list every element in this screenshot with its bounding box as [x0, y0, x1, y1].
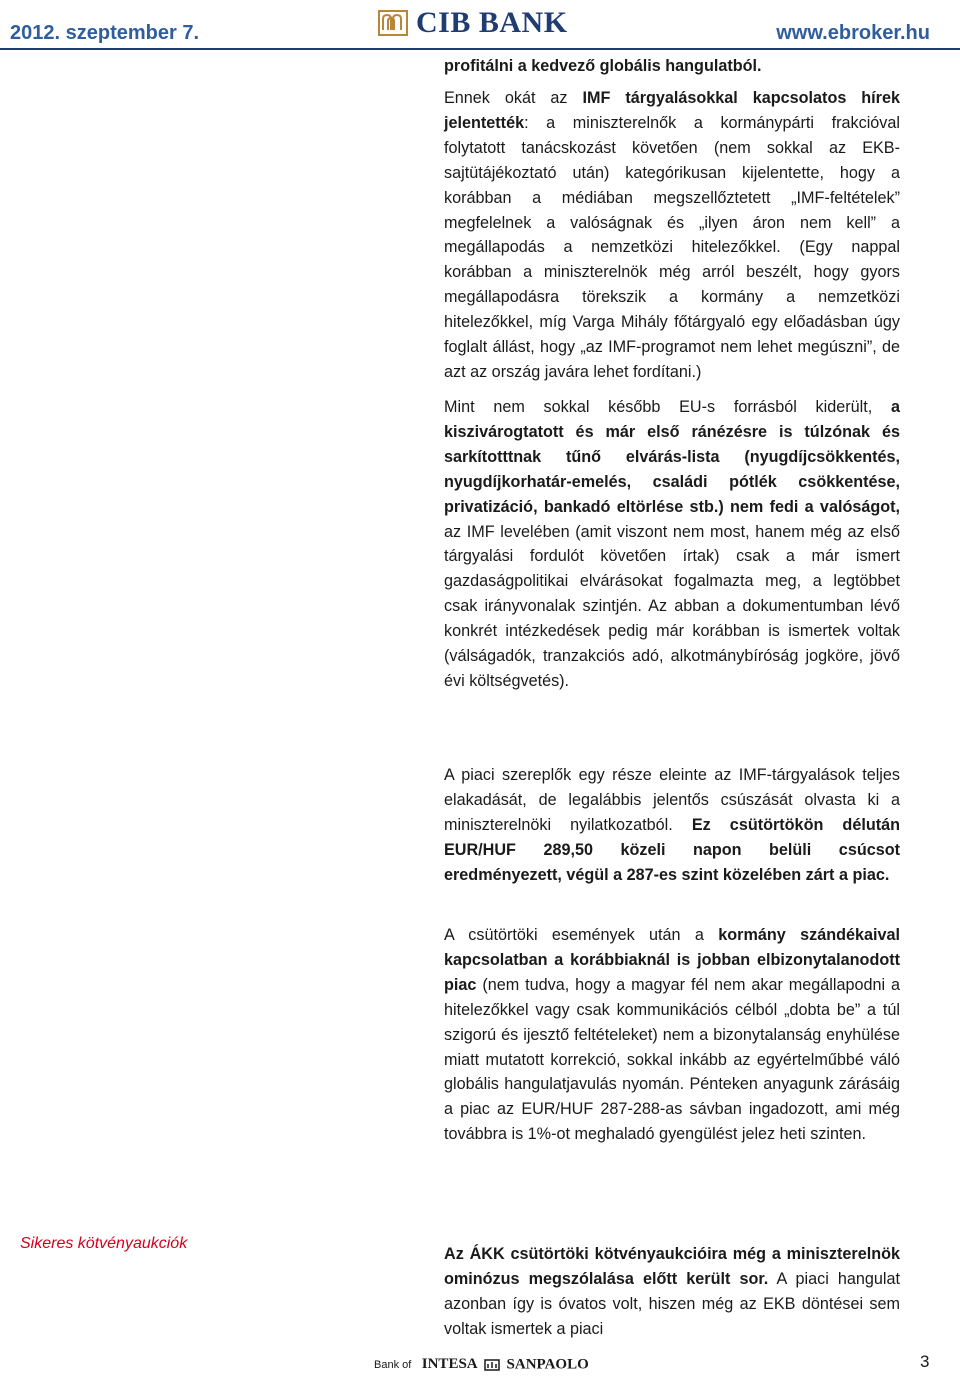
paragraph-eu-source: [444, 395, 900, 694]
section-title-bond-auctions: Sikeres kötvényaukciók: [20, 1235, 188, 1252]
paragraph-text: [444, 1242, 900, 1342]
paragraph-imf-news: [444, 86, 900, 385]
footer-brand-intesa: INTESA: [421, 1356, 478, 1373]
header-date: 2012. szeptember 7.: [10, 22, 199, 44]
bold-text-segment: a kiszivárogtatott és már első ránézésre is túlzónak és sarkítotttnak tűnő elvárás-lista (nyugdíjcsökkentés, nyugdíjkorhatár-emelés, családi pótlék csökkentése, privatizáció, bankadó eltörlése stb.) nem fedi a valóságot,: [444, 398, 900, 516]
footer-logo: [374, 1356, 589, 1374]
footer-brand-sanpaolo: SANPAOLO: [506, 1356, 589, 1373]
page-number: 3: [920, 1352, 930, 1371]
footer-bank-of: Bank of: [374, 1358, 412, 1371]
text-segment: Mint nem sokkal később EU-s forrásból kiderült,: [444, 398, 891, 416]
paragraph-text: [444, 763, 900, 888]
bold-text-segment: Az ÁKK csütörtöki kötvényaukcióira még a miniszterelnök ominózus megszólalása előtt került sor.: [444, 1245, 900, 1288]
text-segment: az IMF levelében (amit viszont nem most, hanem még az első tárgyalási fordulót követően írtak) csak a már ismert gazdaságpolitikai elvárásokat fogalmazta meg, a legtöbbet csak irányvonalak szintjén. Az abban a dokumentumban lévő konkrét intézkedések pedig már korábban is ismertek voltak (válságadók, tranzakciós adó, alkotmánybíróság jogköre, jövő évi költségvetés).: [444, 522, 900, 690]
cib-logo-icon: [378, 10, 408, 36]
bold-text-segment: Ez csütörtökön délután EUR/HUF 289,50 közeli napon belüli csúcsot eredményezett, végül a 287-es szint közelében zárt a piac.: [444, 815, 900, 884]
paragraph-text: [444, 395, 900, 694]
paragraph-text: [444, 86, 900, 385]
paragraph-intro: [444, 54, 900, 79]
bold-text-segment: IMF tárgyalásokkal kapcsolatos hírek jelentették: [444, 89, 900, 132]
text-segment: A piaci szereplők egy része eleinte az IMF-tárgyalások teljes elakadását, de legalábbis jelentős csúszását olvasta ki a miniszterelnöki nyilatkozatból.: [444, 766, 900, 834]
bold-text-segment: profitálni a kedvező globális hangulatból.: [444, 57, 762, 75]
paragraph-akk-auctions: [444, 1242, 900, 1342]
paragraph-thursday-events: [444, 923, 900, 1147]
text-segment: (nem tudva, hogy a magyar fél nem akar megállapodni a hitelezőkkel vagy csak kommunikációs célból „dobta be” a túl szigorú és ijesztő feltételeket) nem a bizonytalanság enyhülése miatt mutatott korrekció, sokkal inkább az egyértelműbbé váló globális hangulatjavulás nyomán. Pénteken anyagunk zárásáig a piac az EUR/HUF 287-288-as sávban ingadozott, ami még továbbra is 1%-ot meghaladó gyengülést jelez heti szinten.: [444, 975, 900, 1144]
sanpaolo-mark-icon: [484, 1359, 500, 1371]
page-header: [0, 0, 960, 50]
text-segment: : a miniszterelnők a kormánypárti frakcióval folytatott tanácskozást követően (nem sokkal az EKB-sajtütájékoztató után) kategórikusan kijelentette, hogy a korábban a médiában megszellőztetett „IMF-feltételek” megfelelnek a valóságnak és „ilyen áron nem kell” a megállapodás a nemzetközi hitelezőkkel. (Egy nappal korábban a miniszterelnök még arról beszélt, hogy gyors megállapodásra törekszik a kormány a nemzetközi hitelezőkkel, míg Varga Mihály főtárgyaló egy előadásban úgy foglalt állást, hogy „az IMF-programot nem lehet megúszni”, de azt az ország javára lehet fordítani.): [444, 113, 900, 381]
paragraph-text: [444, 923, 900, 1147]
bold-text-segment: kormány szándékaival kapcsolatban a korábbiaknál is jobban elbizonytalanodott piac: [444, 926, 901, 994]
paragraph-market-players: [444, 763, 900, 888]
text-segment: A csütörtöki események után a: [444, 926, 719, 944]
text-segment: Ennek okát az: [444, 89, 583, 107]
paragraph-text: [444, 54, 900, 79]
logo-text: CIB BANK: [416, 6, 568, 39]
text-segment: A piaci hangulat azonban így is óvatos volt, hiszen még az EKB döntései sem voltak ismertek a piaci: [444, 1269, 900, 1338]
header-url[interactable]: www.ebroker.hu: [776, 22, 930, 44]
header-divider: [0, 48, 960, 50]
